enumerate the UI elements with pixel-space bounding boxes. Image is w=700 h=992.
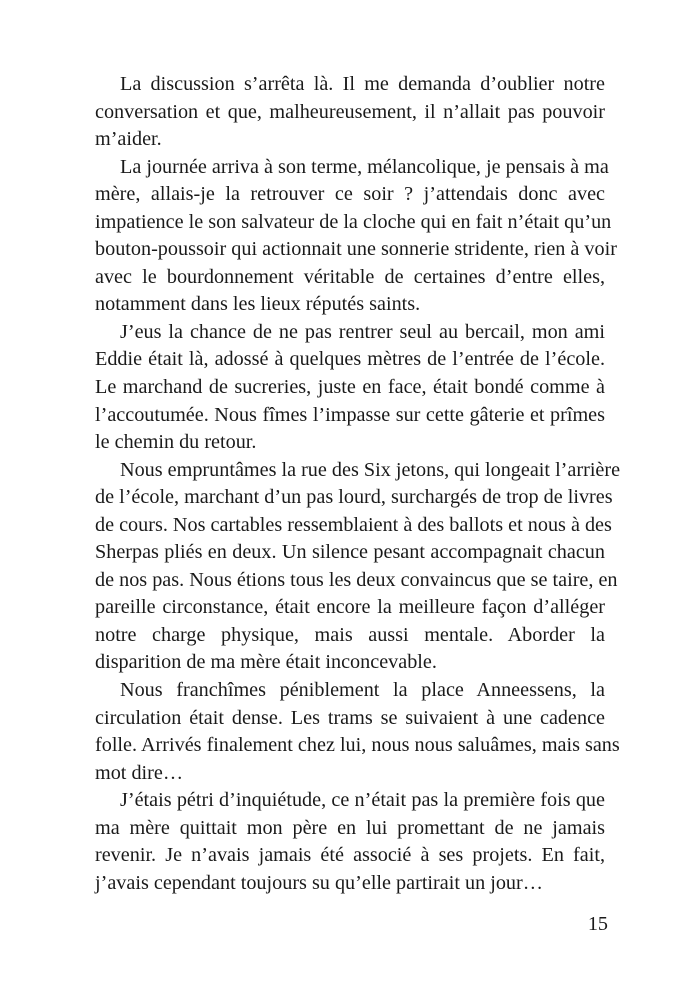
- text-line: Nous empruntâmes la rue des Six jetons, qui longeait l’arrière: [120, 458, 621, 481]
- text-line: Eddie était là, adossé à quelques mètres de l’entrée de l’école.: [95, 348, 605, 371]
- text-line: de nos pas. Nous étions tous les deux convaincus que se taire, en: [95, 568, 618, 591]
- text-line: l’accoutumée. Nous fîmes l’impasse sur cette gâterie et prîmes: [95, 403, 605, 426]
- text-line: La journée arriva à son terme, mélancolique, je pensais à ma: [120, 155, 609, 178]
- text-line: conversation et que, malheureusement, il n’allait pas pouvoir: [95, 100, 605, 123]
- page-number: 15: [587, 913, 608, 935]
- text-line: La discussion s’arrêta là. Il me demanda d’oublier notre: [120, 73, 605, 95]
- body-text: [95, 71, 621, 897]
- text-line: impatience le son salvateur de la cloche qui en fait n’était qu’un: [95, 210, 612, 233]
- text-line: bouton-poussoir qui actionnait une sonnerie stridente, rien à voir: [95, 238, 617, 261]
- text-line: folle. Arrivés finalement chez lui, nous nous saluâmes, mais sans: [95, 734, 620, 757]
- paragraph-4: [95, 457, 621, 677]
- paragraph-3: [95, 319, 605, 457]
- text-line: j’avais cependant toujours su qu’elle partirait un jour…: [95, 871, 543, 894]
- text-line: Nous franchîmes péniblement la place Anneessens, la: [120, 679, 605, 702]
- text-line: Sherpas pliés en deux. Un silence pesant accompagnait chacun: [95, 541, 605, 564]
- text-line: m’aider.: [95, 128, 162, 151]
- text-line: de l’école, marchant d’un pas lourd, surchargés de trop de livres: [95, 486, 613, 509]
- text-line: pareille circonstance, était encore la meilleure façon d’alléger: [95, 596, 605, 619]
- text-line: notre charge physique, mais aussi mentale. Aborder la: [95, 623, 605, 646]
- text-line: mère, allais-je la retrouver ce soir ? j’attendais donc avec: [95, 183, 605, 206]
- text-line: J’étais pétri d’inquiétude, ce n’était pas la première fois que: [120, 789, 605, 812]
- text-line: disparition de ma mère était inconcevable.: [95, 651, 437, 674]
- text-line: ma mère quittait mon père en lui promettant de ne jamais: [95, 816, 605, 839]
- text-line: le chemin du retour.: [95, 431, 257, 454]
- text-line: avec le bourdonnement véritable de certaines d’entre elles,: [95, 265, 605, 288]
- text-line: notamment dans les lieux réputés saints.: [95, 293, 421, 316]
- paragraph-2: [95, 154, 617, 319]
- paragraph-6: [95, 787, 605, 897]
- text-line: de cours. Nos cartables ressemblaient à des ballots et nous à des: [95, 513, 612, 536]
- text-line: revenir. Je n’avais jamais été associé à ses projets. En fait,: [95, 844, 605, 867]
- paragraph-5: [95, 677, 620, 787]
- text-line: J’eus la chance de ne pas rentrer seul au bercail, mon ami: [120, 320, 605, 343]
- text-line: Le marchand de sucreries, juste en face, était bondé comme à: [95, 376, 605, 399]
- text-line: mot dire…: [95, 761, 184, 784]
- paragraph-1: [95, 71, 605, 154]
- text-line: circulation était dense. Les trams se suivaient à une cadence: [95, 706, 605, 729]
